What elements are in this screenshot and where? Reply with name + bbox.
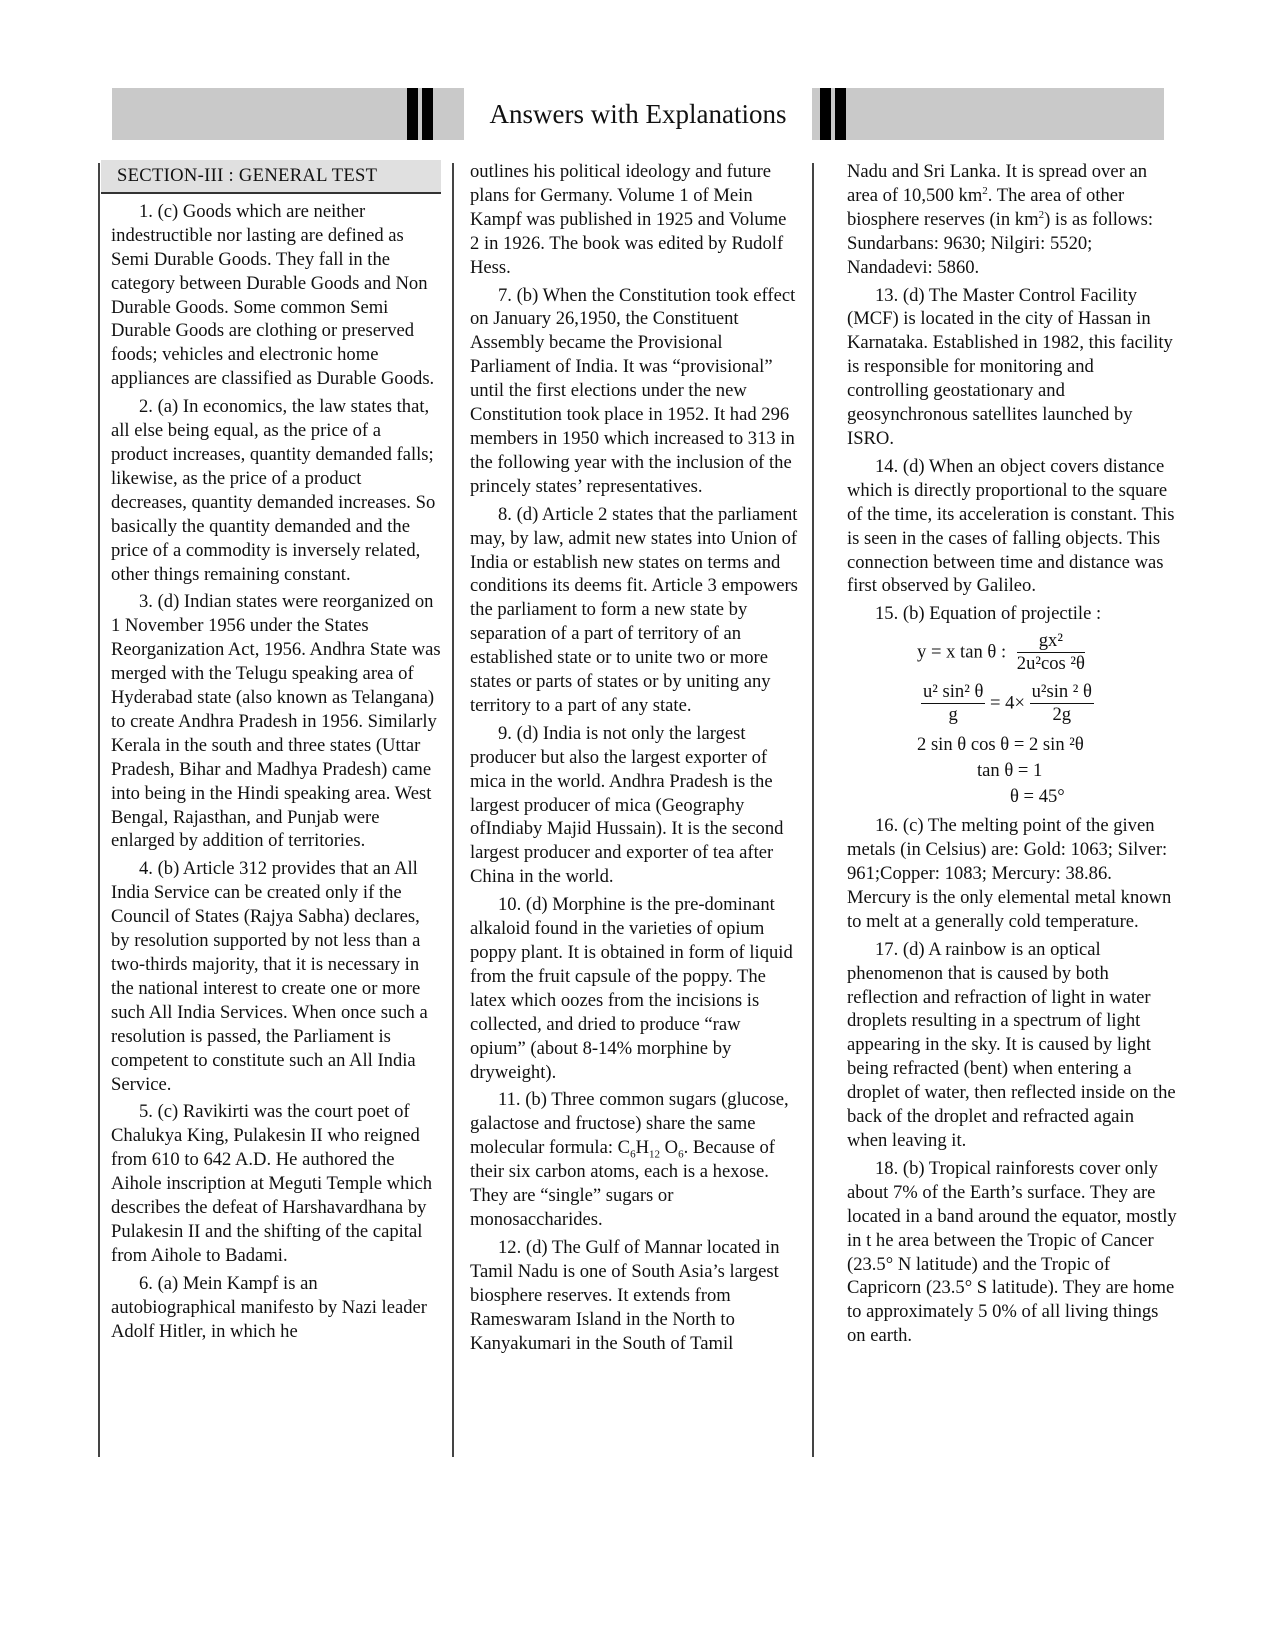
eq2-left-numerator: u² sin² θ [923,681,984,703]
answer-4: 4. (b) Article 312 provides that an All India Service can be created only if the Council of States (Rajya Sabha) declares, by resolution supported by not less than a two-thirds majority, that it is necessary in the national interest to create one or more such All India Services. When once such a resolution is passed, the Parliament is competent to constitute such an All India Service. [111,858,428,1095]
answer-6-start: 6. (a) Mein Kampf is an autobiographical manifesto by Nazi leader Adolf Hitler, in which he [111,1272,427,1342]
projectile-equation-2 [847,681,1177,726]
answer-7: 7. (b) When the Constitution took effect on January 26,1950, the Constituent Assembly became the Provisional Parliament of India. It was “provisional” until the first elections under the new Constitution took place in 1952. It had 296 members in 1950 which increased to 313 in the following year with the inclusion of the princely states’ representatives. [470,284,796,497]
answer-17: 17. (d) A rainbow is an optical phenomenon that is caused by both reflection and refraction of light in water droplets resulting in a spectrum of light appearing in the sky. It is caused by light being refracted (bent) when entering a droplet of water, then reflected inside on the back of the droplet and refracted again when leaving it. [847,938,1176,1151]
km-superscript-1: 2 [982,184,988,197]
formula-o: O [660,1137,679,1159]
page-title: Answers with Explanations [464,88,812,140]
formula-sub-c: 6 [630,1148,636,1161]
answer-12-part-3: ) is as follows: Sundarbans: 9630; Nilgiri: 5520; Nandadevi: 5860. [847,208,1154,278]
column-rule-middle [452,163,454,1457]
eq1-denominator: 2u²cos ²θ [1016,653,1085,675]
answer-2: 2. (a) In economics, the law states that, all else being equal, as the price of a product increases, quantity demanded falls; likewise, as the price of a product decreases, quantity demanded increases. So basically the quantity demanded and the price of a commodity is inversely related, other things remaining constant. [111,396,436,585]
column-rule-right [812,163,814,1457]
km-superscript-2: 2 [1038,208,1045,221]
eq2-left-fraction [921,681,985,726]
projectile-equation-1 [847,630,1177,675]
formula-sub-h: 12 [649,1148,660,1161]
formula-sub-o: 6 [678,1148,684,1161]
eq2-right-fraction [1030,681,1094,726]
banner-bar-right-2 [835,88,846,140]
banner-bar-right-1 [820,88,831,140]
answer-1: 1. (c) Goods which are neither indestructible nor lasting are defined as Semi Durable Goods. They fall in the category between Durable Goods and Non Durable Goods. Some common Semi Durable Goods are clothing or preserved foods; vehicles and electronic home appliances are classified as Durable Goods. [111,200,435,390]
eq1-fraction [1017,630,1085,675]
answer-16: 16. (c) The melting point of the given metals (in Celsius) are: Gold: 1063; Silver: 961;Copper: 1083; Mercury: 38.86. Mercury is the only elemental metal known to melt at a generally cold temperature. [847,815,1172,932]
eq2-multiplier: = 4× [990,692,1025,714]
answer-15: 15. (b) Equation of projectile : [875,603,1102,625]
answer-12: 12. (d) The Gulf of Mannar located in Tamil Nadu is one of South Asia’s largest biosphere reserves. It extends from Rameswaram Island in the North to Kanyakumari in the South of Tamil [470,1236,780,1354]
answer-6-continued: outlines his political ideology and future plans for Germany. Volume 1 of Mein Kampf was published in 1925 and Volume 2 in 1926. The book was edited by Rudolf Hess. [470,161,787,278]
eq1-lhs: y = x tan θ : [917,641,1007,663]
answer-11-text-post: . Because of their six carbon atoms, each is a hexose. They are “single” sugars or monosaccharides. [470,1137,775,1230]
answer-12-part-2: . The area of other biosphere reserves (in km [847,184,1125,230]
answer-14: 14. (d) When an object covers distance which is directly proportional to the square of the time, its acceleration is constant. This is seen in the cases of falling objects. This connection between time and distance was first observed by Galileo. [847,455,1175,597]
answer-5: 5. (c) Ravikirti was the court poet of Chalukya King, Pulakesin II who reigned from 610 to 642 A.D. He authored the Aihole inscription at Meguti Temple which describes the defeat of Harshavardhana by Pulakesin II and the shifting of the capital from Aihole to Badami. [111,1101,433,1266]
banner-bar-left-1 [407,88,418,140]
header-banner [112,88,1164,140]
eq1-numerator: gx² [1017,630,1085,653]
section-title: SECTION-III : GENERAL TEST [101,160,441,194]
column-1 [111,160,441,1348]
formula-h: H [635,1137,649,1159]
answer-11-text-pre: 11. (b) Three common sugars (glucose, galactose and fructose) share the same molecular formula: C [470,1089,789,1159]
column-2 [470,160,800,1359]
answer-9: 9. (d) India is not only the largest producer but also the largest exporter of mica in the world. Andhra Pradesh is the largest producer of mica (Geography ofIndiaby Majid Hussain). It is the second largest producer and exporter of tea after China in the world. [470,722,784,888]
answer-8: 8. (d) Article 2 states that the parliament may, by law, admit new states into Union of India or establish new states on terms and conditions its deems fit. Article 3 empowers the parliament to form a new state by separation of a part of territory of an established state or to unite two or more states or parts of states or by uniting any territory to a part of any state. [470,503,798,716]
eq2-right-numerator: u²sin ² θ [1031,681,1092,703]
answer-11 [470,1088,800,1231]
banner-bar-left-2 [422,88,433,140]
answer-10: 10. (d) Morphine is the pre-dominant alkaloid found in the varieties of opium poppy plant. It is obtained in form of liquid from the fruit capsule of the poppy. The latex which oozes from the incisions is collected, and dried to produce “raw opium” (about 8-14% morphine by dryweight). [470,894,793,1083]
projectile-equation-3: 2 sin θ cos θ = 2 sin ²θ [917,734,1084,756]
eq2-right-denominator: 2g [1052,704,1072,726]
answer-13: 13. (d) The Master Control Facility (MCF) is located in the city of Hassan in Karnataka. Established in 1982, this facility is responsible for monitoring and controlling geostationary and geosynchronous satellites launched by ISRO. [847,284,1173,449]
column-3 [847,160,1177,1352]
column-rule-left [98,163,100,1457]
answer-12-part-1: Nadu and Sri Lanka. It is spread over an area of 10,500 km [847,161,1147,206]
answer-12-continued [847,160,1177,280]
eq2-left-denominator: g [948,704,958,726]
answer-3: 3. (d) Indian states were reorganized on 1 November 1956 under the States Reorganization Act, 1956. Andhra State was merged with the Telugu speaking area of Hyderabad state (also known as Telangana) to create Andhra Pradesh in 1956. Similarly Kerala in the south and three states (Uttar Pradesh, Bihar and Madhya Pradesh) came into being in the Hindi speaking area. West Bengal, Rajasthan, and Punjab were enlarged by addition of territories. [111,591,441,852]
projectile-equation-5: θ = 45° [1010,786,1065,808]
answer-18: 18. (b) Tropical rainforests cover only about 7% of the Earth’s surface. They are located in a band around the equator, mostly in t he area between the Tropic of Cancer (23.5° N latitude) and the Tropic of Capricorn (23.5° S latitude). They are home to approximately 5 0% of all living things on earth. [847,1157,1177,1347]
projectile-equation-4: tan θ = 1 [977,760,1043,782]
